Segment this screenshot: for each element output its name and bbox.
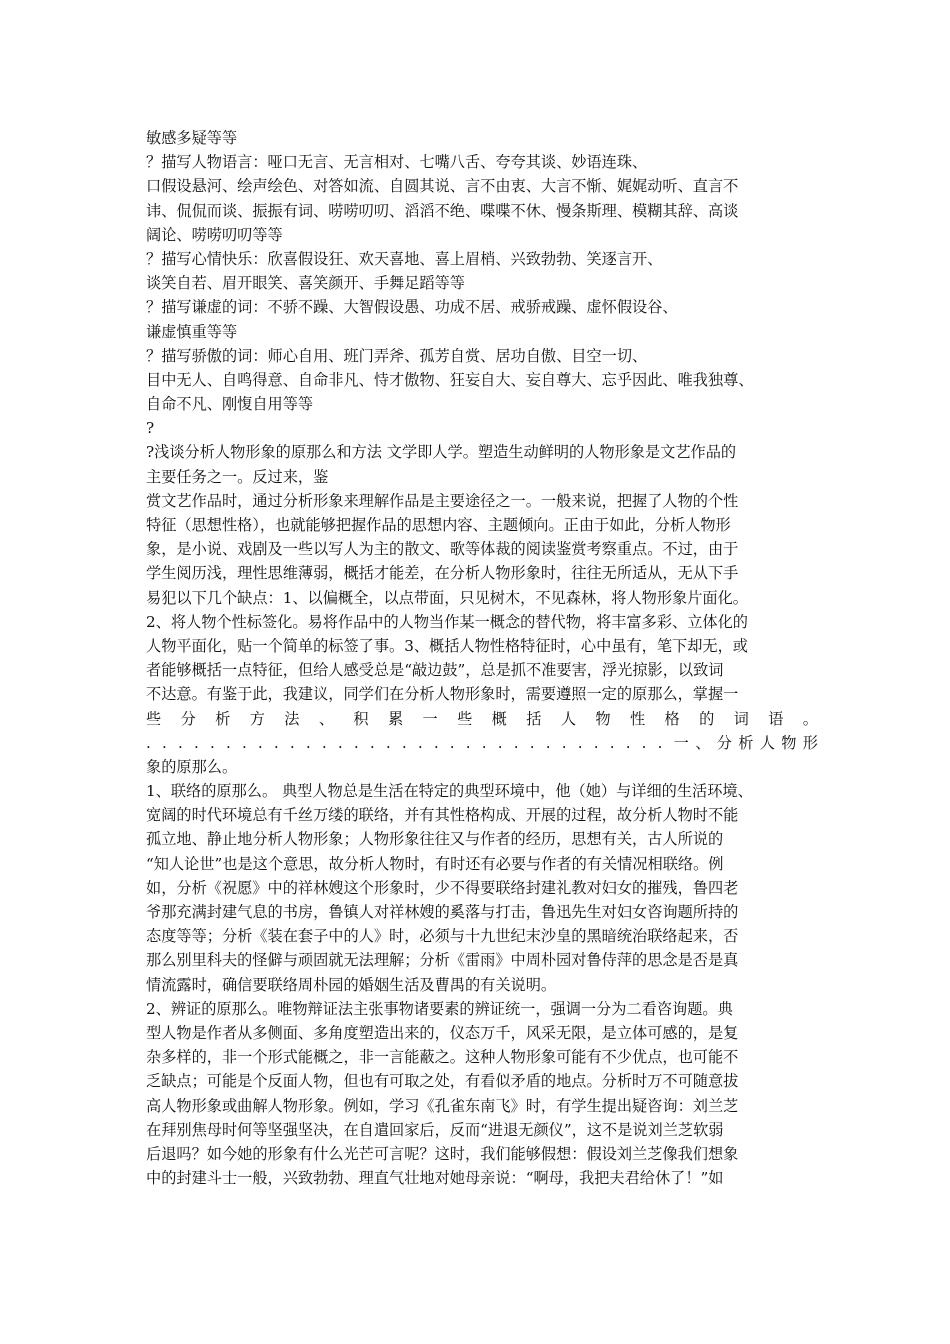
text-line: 者能够概括一点特征，但给人感受总是“敲边鼓”，总是抓不准要害，浮光掠影，以致词 [146,661,724,680]
text-line: 宽阔的时代环境总有千丝万缕的联络，并有其性格构成、开展的过程，故分析人物时不能 [146,806,739,825]
text-line: 些 分 析 方 法 、 积 累 一 些 概 括 人 物 性 格 的 词 语 。 [146,709,818,728]
text-line: 2、辨证的原那么。唯物辩证法主张事物诸要素的辨证统一，强调一分为二看咨询题。典 [146,999,733,1018]
text-line: ？描写谦虚的词：不骄不躁、大智假设愚、功成不居、戒骄戒躁、虚怀假设谷、 [146,298,678,317]
text-line: 在拜别焦母时何等坚强坚决，在自遣回家后，反而“进退无颜仪”，这不是说刘兰芝软弱 [146,1120,724,1139]
text-line: 如，分析《祝愿》中的祥林嫂这个形象时，少不得要联络封建礼教对妇女的摧残，鲁四老 [146,878,739,897]
text-line: . . . . . . . . . . . . . . . . . . . . . . . . . . . . . . . . . 一、分析人物形 [146,733,818,752]
text-line: 谈笑自若、眉开眼笑、喜笑颜开、手舞足蹈等等 [146,274,465,293]
text-line: 学生阅历浅，理性思维薄弱，概括才能差，在分析人物形象时，往往无所适从，无从下手 [146,564,739,583]
text-line: 不达意。有鉴于此，我建议，同学们在分析人物形象时，需要遵照一定的原那么，掌握一 [146,685,739,704]
text-line: 中的封建斗士一般，兴致勃勃、理直气壮地对她母亲说：“啊母，我把夫君给休了！”如 [146,1169,724,1188]
text-line: 乏缺点；可能是个反面人物，但也有可取之处，有看似矛盾的地点。分析时万不可随意拔 [146,1072,739,1091]
text-line: 人物平面化，贴一个简单的标签了事。3、概括人物性格特征时，心中虽有，笔下却无，或 [146,636,748,655]
text-line: 阔论、唠唠叨叨等等 [146,225,283,244]
text-line: 主要任务之一。反过来，鉴 [146,467,329,486]
text-line: 态度等等；分析《装在套子中的人》时，必须与十九世纪末沙皇的黑暗统治联络起来，否 [146,927,739,946]
text-line: 象的原那么。 [146,757,238,776]
text-line: 型人物是作者从多侧面、多角度塑造出来的，仪态万千，风采无限，是立体可感的，是复 [146,1023,739,1042]
text-line: ？描写心情快乐：欣喜假设狂、欢天喜地、喜上眉梢、兴致勃勃、笑逐言开、 [146,249,663,268]
text-line: 象，是小说、戏剧及一些以写人为主的散文、歌等体裁的阅读鉴赏考察重点。不过，由于 [146,540,739,559]
text-line: “知人论世”也是这个意思，故分析人物时，有时还有必要与作者的有关情况相联络。例 [146,854,724,873]
document-body [146,126,818,1214]
text-line: ?浅谈分析人物形象的原那么和方法 文学即人学。塑造生动鲜明的人物形象是文艺作品的 [146,443,737,462]
text-line: 口假设悬河、绘声绘色、对答如流、自圆其说、言不由衷、大言不惭、娓娓动听、直言不 [146,177,739,196]
text-line: 自命不凡、刚愎自用等等 [146,395,314,414]
text-line: 敏感多疑等等 [146,129,238,147]
text-line: 赏文艺作品时，通过分析形象来理解作品是主要途径之一。一般来说，把握了人物的个性 [146,491,739,510]
text-line: 杂多样的，非一个形式能概之，非一言能蔽之。这种人物形象可能有不少优点，也可能不 [146,1048,739,1067]
text-line: 易犯以下几个缺点：1、以偏概全，以点带面，只见树木，不见森林，将人物形象片面化。 [146,588,748,607]
text-line: 特征（思想性格），也就能够把握作品的思想内容、主题倾向。正由于如此，分析人物形 [146,516,731,534]
text-line: ? [146,419,155,438]
text-line: 高人物形象或曲解人物形象。例如，学习《孔雀东南飞》时，有学生提出疑咨询：刘兰芝 [146,1096,739,1115]
text-line: 爷那充满封建气息的书房，鲁镇人对祥林嫂的奚落与打击，鲁迅先生对妇女咨询题所持的 [146,903,739,921]
text-line [146,1190,818,1214]
text-line: 目中无人、自鸣得意、自命非凡、恃才傲物、狂妄自大、妄自尊大、忘乎因此、唯我独尊、 [146,370,754,389]
text-line: ？描写人物语言：哑口无言、无言相对、七嘴八舌、夸夸其谈、妙语连珠、 [146,153,648,172]
text-line: 后退吗？如今她的形象有什么光芒可言呢？这时，我们能够假想：假设刘兰芝像我们想象 [146,1144,739,1163]
text-line: 谦虚慎重等等 [146,322,238,341]
text-line: 孤立地、静止地分析人物形象；人物形象往往又与作者的经历，思想有关，古人所说的 [146,830,724,849]
text-line: ？描写骄傲的词：师心自用、班门弄斧、孤芳自赏、居功自傲、目空一切、 [146,346,648,365]
text-line: 1、联络的原那么。 典型人物总是生活在特定的典型环境中，他（她）与详细的生活环境、 [146,782,753,801]
text-line: 2、将人物个性标签化。易将作品中的人物当作某一概念的替代物，将丰富多彩、立体化的 [146,612,748,631]
text-line: 讳、侃侃而谈、振振有词、唠唠叨叨、滔滔不绝、喋喋不休、慢条斯理、模糊其辞、高谈 [146,201,739,220]
text-line: 情流露时，确信要联络周朴园的婚姻生活及曹禺的有关说明。 [146,975,557,994]
text-line: 那么别里科夫的怪僻与顽固就无法理解；分析《雷雨》中周朴园对鲁侍萍的思念是否是真 [146,951,739,970]
